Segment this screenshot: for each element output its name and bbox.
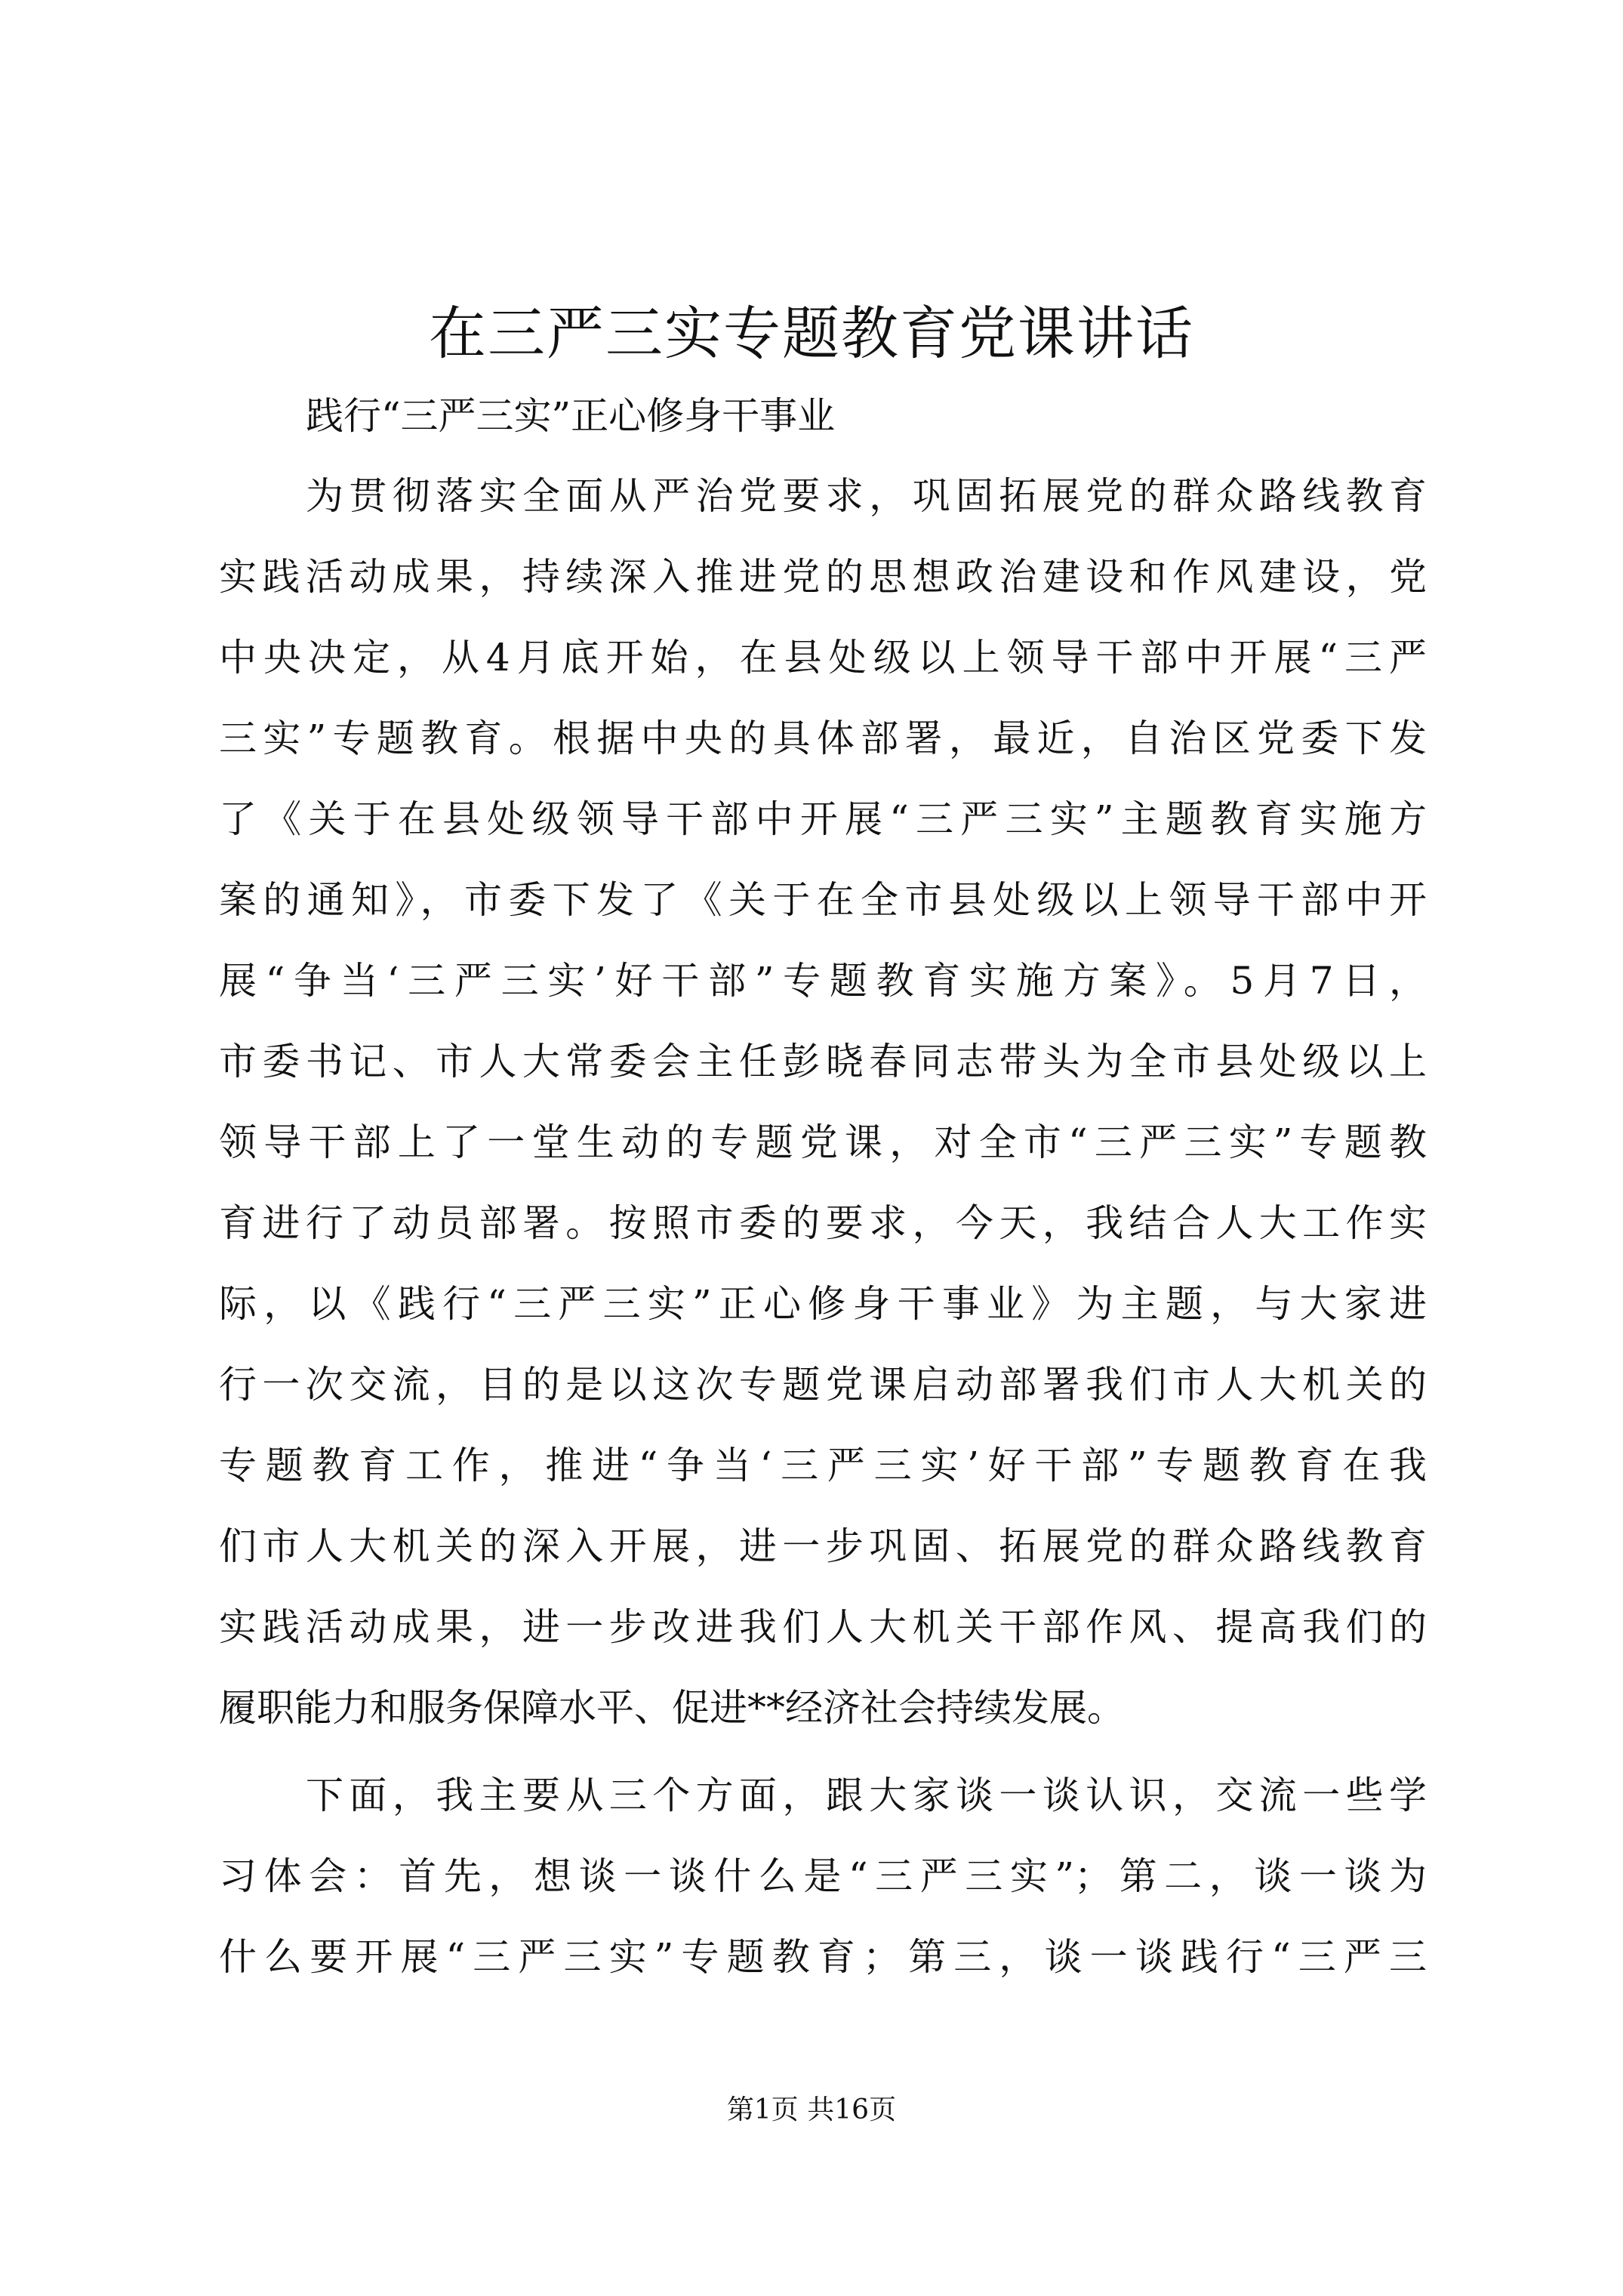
paragraph-line: 育进行了动员部署。按照市委的要求，今天，我结合人大工作实 [219, 1201, 1427, 1245]
paragraph-line: 专题教育工作，推进“争当‘三严三实’好干部”专题教育在我 [219, 1444, 1427, 1487]
paragraph-line: 履职能力和服务保障水平、促进**经济社会持续发展。 [219, 1686, 1125, 1730]
paragraph-line: 习体会：首先，想谈一谈什么是“三严三实”；第二，谈一谈为 [219, 1854, 1427, 1898]
paragraph-line: 们市人大机关的深入开展，进一步巩固、拓展党的群众路线教育 [219, 1524, 1427, 1568]
paragraph-line: 了《关于在县处级领导干部中开展“三严三实”主题教育实施方 [219, 797, 1427, 841]
paragraph-line: 中央决定，从4月底开始，在县处级以上领导干部中开展“三严 [219, 636, 1427, 680]
paragraph-line: 案的通知》，市委下发了《关于在全市县处级以上领导干部中开 [219, 878, 1427, 922]
paragraph-line: 行一次交流，目的是以这次专题党课启动部署我们市人大机关的 [219, 1363, 1427, 1407]
paragraph-line: 展“争当‘三严三实’好干部”专题教育实施方案》。5月7日， [219, 959, 1427, 1003]
paragraph-line: 领导干部上了一堂生动的专题党课，对全市“三严三实”专题教 [219, 1120, 1427, 1164]
paragraph-line: 下面，我主要从三个方面，跟大家谈一谈认识，交流一些学 [306, 1774, 1427, 1817]
paragraph-line: 际，以《践行“三严三实”正心修身干事业》为主题，与大家进 [219, 1282, 1427, 1326]
paragraph-line: 市委书记、市人大常委会主任彭晓春同志带头为全市县处级以上 [219, 1040, 1427, 1083]
paragraph-line: 三实”专题教育。根据中央的具体部署，最近，自治区党委下发 [219, 717, 1427, 760]
paragraph-line: 实践活动成果，进一步改进我们人大机关干部作风、提高我们的 [219, 1605, 1427, 1649]
paragraph-line: 为贯彻落实全面从严治党要求，巩固拓展党的群众路线教育 [306, 474, 1427, 518]
page-number: 第1页 共16页 [726, 2094, 897, 2125]
paragraph-line: 什么要开展“三严三实”专题教育；第三，谈一谈践行“三严三 [219, 1935, 1427, 1979]
paragraph-line: 实践活动成果，持续深入推进党的思想政治建设和作风建设，党 [219, 555, 1427, 599]
document-title: 在三严三实专题教育党课讲话 [429, 300, 1194, 367]
document-subtitle: 践行“三严三实”正心修身干事业 [306, 394, 836, 438]
